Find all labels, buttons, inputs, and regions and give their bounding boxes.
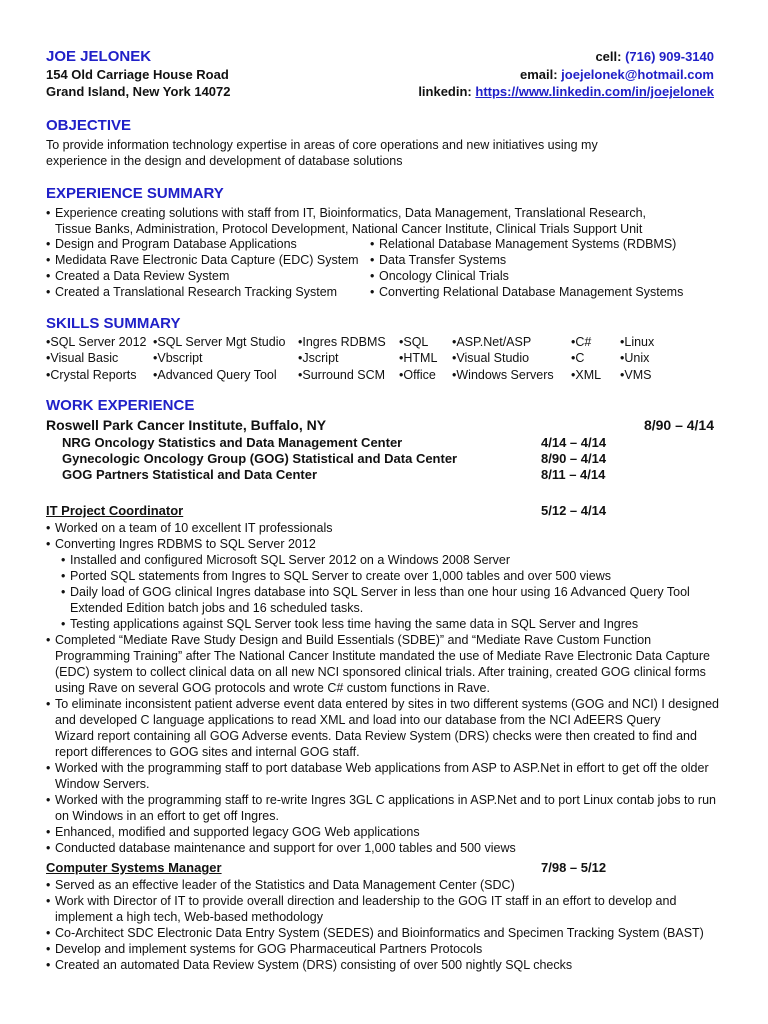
email-label: email: (519, 67, 558, 82)
skill-item: •Office (399, 368, 436, 382)
responsibility-item: • To eliminate inconsistent patient adverse event data entered by sites in two different systems (GOG and NCI) I designed (46, 696, 726, 712)
objective-line: experience in the design and development of database solutions (46, 154, 403, 168)
responsibility-subitem: • Daily load of GOG clinical Ingres database into SQL Server in less than one hour using 16 Advanced Query Tool (46, 584, 726, 600)
address-line-1: 154 Old Carriage House Road (46, 67, 229, 82)
contact-right (418, 48, 714, 100)
email-link[interactable]: joejelonek@hotmail.com (561, 67, 714, 82)
cell-number[interactable]: (716) 909-3140 (625, 49, 714, 64)
responsibility-item: • Conducted database maintenance and support for over 1,000 tables and 500 views (46, 840, 726, 856)
responsibility-item-continued: (EDC) system to collect clinical data on all new NCI sponsored clinical trials. After training, created GOG clinical forms (55, 665, 706, 679)
department-dates: 8/11 – 4/14 (541, 467, 606, 482)
summary-item: • Oncology Clinical Trials (370, 268, 683, 284)
job-title: Computer Systems Manager (46, 860, 222, 875)
department-name: GOG Partners Statistical and Data Center (62, 467, 318, 482)
skills-heading: SKILLS SUMMARY (46, 315, 181, 332)
cell-row (418, 48, 714, 66)
responsibility-subitem: • Ported SQL statements from Ingres to SQL Server to create over 1,000 tables and over 500 views (46, 568, 726, 584)
job-responsibilities (46, 877, 726, 973)
skill-item: •Unix (620, 351, 650, 365)
responsibility-item-continued: on Windows in an effort to get off Ingres. (55, 809, 279, 823)
linkedin-row (418, 83, 714, 100)
summary-item: • Converting Relational Database Management Systems (370, 284, 683, 300)
linkedin-label: linkedin: (418, 84, 472, 99)
skill-item: •Linux (620, 335, 655, 349)
summary-item: • Relational Database Management Systems (RDBMS) (370, 236, 683, 252)
responsibility-subitem: • Testing applications against SQL Server took less time having the same data in SQL Server and Ingres (46, 616, 726, 632)
skill-item: •C# (571, 335, 592, 349)
responsibility-item-continued: using Rave on several GOG protocols and wrote C# custom functions in Rave. (55, 681, 490, 695)
responsibility-item-continued: Wizard report containing all GOG Adverse events. Data Review System (DRS) checks were then created to find and (55, 729, 697, 743)
skill-item: •Windows Servers (452, 368, 554, 382)
experience-summary-heading: EXPERIENCE SUMMARY (46, 185, 224, 202)
summary-item: • Data Transfer Systems (370, 252, 683, 268)
objective-text (46, 137, 726, 169)
skill-item: •ASP.Net/ASP (452, 335, 532, 349)
job-dates: 5/12 – 4/14 (541, 503, 607, 518)
summary-columns (46, 236, 736, 302)
summary-item: • Experience creating solutions with staff from IT, Bioinformatics, Data Management, Translational Research, (46, 205, 726, 221)
responsibility-item-continued: report differences to GOG sites and internal GOG staff. (55, 745, 360, 759)
linkedin-link[interactable]: https://www.linkedin.com/in/joejelonek (475, 84, 714, 99)
responsibility-item-continued: Window Servers. (55, 777, 150, 791)
responsibility-item: • Develop and implement systems for GOG Pharmaceutical Partners Protocols (46, 941, 726, 957)
employer-name: Roswell Park Cancer Institute, Buffalo, NY (46, 417, 327, 433)
department-dates: 4/14 – 4/14 (541, 435, 607, 450)
skill-item: •VMS (620, 368, 652, 382)
department-name: NRG Oncology Statistics and Data Management Center (62, 435, 403, 450)
job-title: IT Project Coordinator (46, 503, 184, 518)
summary-item: • Created a Data Review System (46, 268, 359, 284)
objective-line: To provide information technology expertise in areas of core operations and new initiatives using my (46, 138, 598, 152)
applicant-name: JOE JELONEK (46, 48, 152, 65)
responsibility-item-continued: implement a high tech, Web-based methodology (55, 910, 323, 924)
contact-left (46, 48, 231, 100)
responsibility-item-continued: and developed C language applications to read XML and load into our database from the NCI AdEERS Query (55, 713, 661, 727)
responsibility-subitem-continued: Extended Edition batch jobs and 16 scheduled tasks. (70, 601, 364, 615)
job-dates: 7/98 – 5/12 (541, 860, 607, 875)
objective-heading: OBJECTIVE (46, 117, 132, 134)
skill-item: •Visual Basic (46, 351, 119, 365)
skill-item: •Jscript (298, 351, 339, 365)
responsibility-item: • Worked with the programming staff to re-write Ingres 3GL C applications in ASP.Net and to port Linux contab jobs to run (46, 792, 726, 808)
summary-item: • Created a Translational Research Tracking System (46, 284, 359, 300)
skill-item: •Advanced Query Tool (153, 368, 277, 382)
responsibility-item: • Co-Architect SDC Electronic Data Entry System (SEDES) and Bioinformatics and Specimen Tracking System (BAST) (46, 925, 726, 941)
responsibility-item: • Worked with the programming staff to port database Web applications from ASP to ASP.Net in effort to get off the older (46, 760, 726, 776)
summary-item: • Medidata Rave Electronic Data Capture (EDC) System (46, 252, 359, 268)
responsibility-item: • Work with Director of IT to provide overall direction and leadership to the GOG IT staff in an effort to develop and (46, 893, 726, 909)
skill-item: •SQL Server 2012 (46, 335, 147, 349)
summary-item-continued: Tissue Banks, Administration, Protocol Development, National Cancer Institute, Clinical Trials Support Unit (55, 222, 643, 236)
summary-left-column (46, 236, 359, 300)
responsibility-item: • Converting Ingres RDBMS to SQL Server 2012 (46, 536, 726, 552)
email-row (418, 66, 714, 83)
skill-item: •SQL Server Mgt Studio (153, 335, 286, 349)
employer-dates: 8/90 – 4/14 (643, 417, 714, 433)
department-dates: 8/90 – 4/14 (541, 451, 607, 466)
department-name: Gynecologic Oncology Group (GOG) Statistical and Data Center (62, 451, 458, 466)
summary-item: • Design and Program Database Applications (46, 236, 359, 252)
work-experience-heading: WORK EXPERIENCE (46, 397, 195, 414)
responsibility-item: • Enhanced, modified and supported legacy GOG Web applications (46, 824, 726, 840)
summary-right-column (370, 236, 683, 300)
skill-item: •HTML (399, 351, 438, 365)
skill-item: •Ingres RDBMS (298, 335, 386, 349)
skill-item: •Surround SCM (298, 368, 386, 382)
job-responsibilities (46, 520, 726, 856)
skill-item: •Vbscript (153, 351, 203, 365)
responsibility-item-continued: Programming Training” after The National Cancer Institute mandated the use of Mediate Rave Electronic Data Capture (55, 649, 710, 663)
skill-item: •C (571, 351, 585, 365)
responsibility-subitem: • Installed and configured Microsoft SQL Server 2012 on a Windows 2008 Server (46, 552, 726, 568)
address-line-2: Grand Island, New York 14072 (46, 84, 231, 99)
responsibility-item: • Completed “Mediate Rave Study Design and Build Essentials (SDBE)” and “Mediate Rave Custom Function (46, 632, 726, 648)
skill-item: •Crystal Reports (46, 368, 137, 382)
cell-label: cell: (595, 49, 622, 64)
experience-summary-intro (46, 205, 726, 237)
skill-item: •Visual Studio (452, 351, 530, 365)
responsibility-item: • Created an automated Data Review System (DRS) consisting of over 500 nightly SQL checks (46, 957, 726, 973)
responsibility-item: • Served as an effective leader of the Statistics and Data Management Center (SDC) (46, 877, 726, 893)
responsibility-item: • Worked on a team of 10 excellent IT professionals (46, 520, 726, 536)
skill-item: •XML (571, 368, 602, 382)
skill-item: •SQL (399, 335, 429, 349)
